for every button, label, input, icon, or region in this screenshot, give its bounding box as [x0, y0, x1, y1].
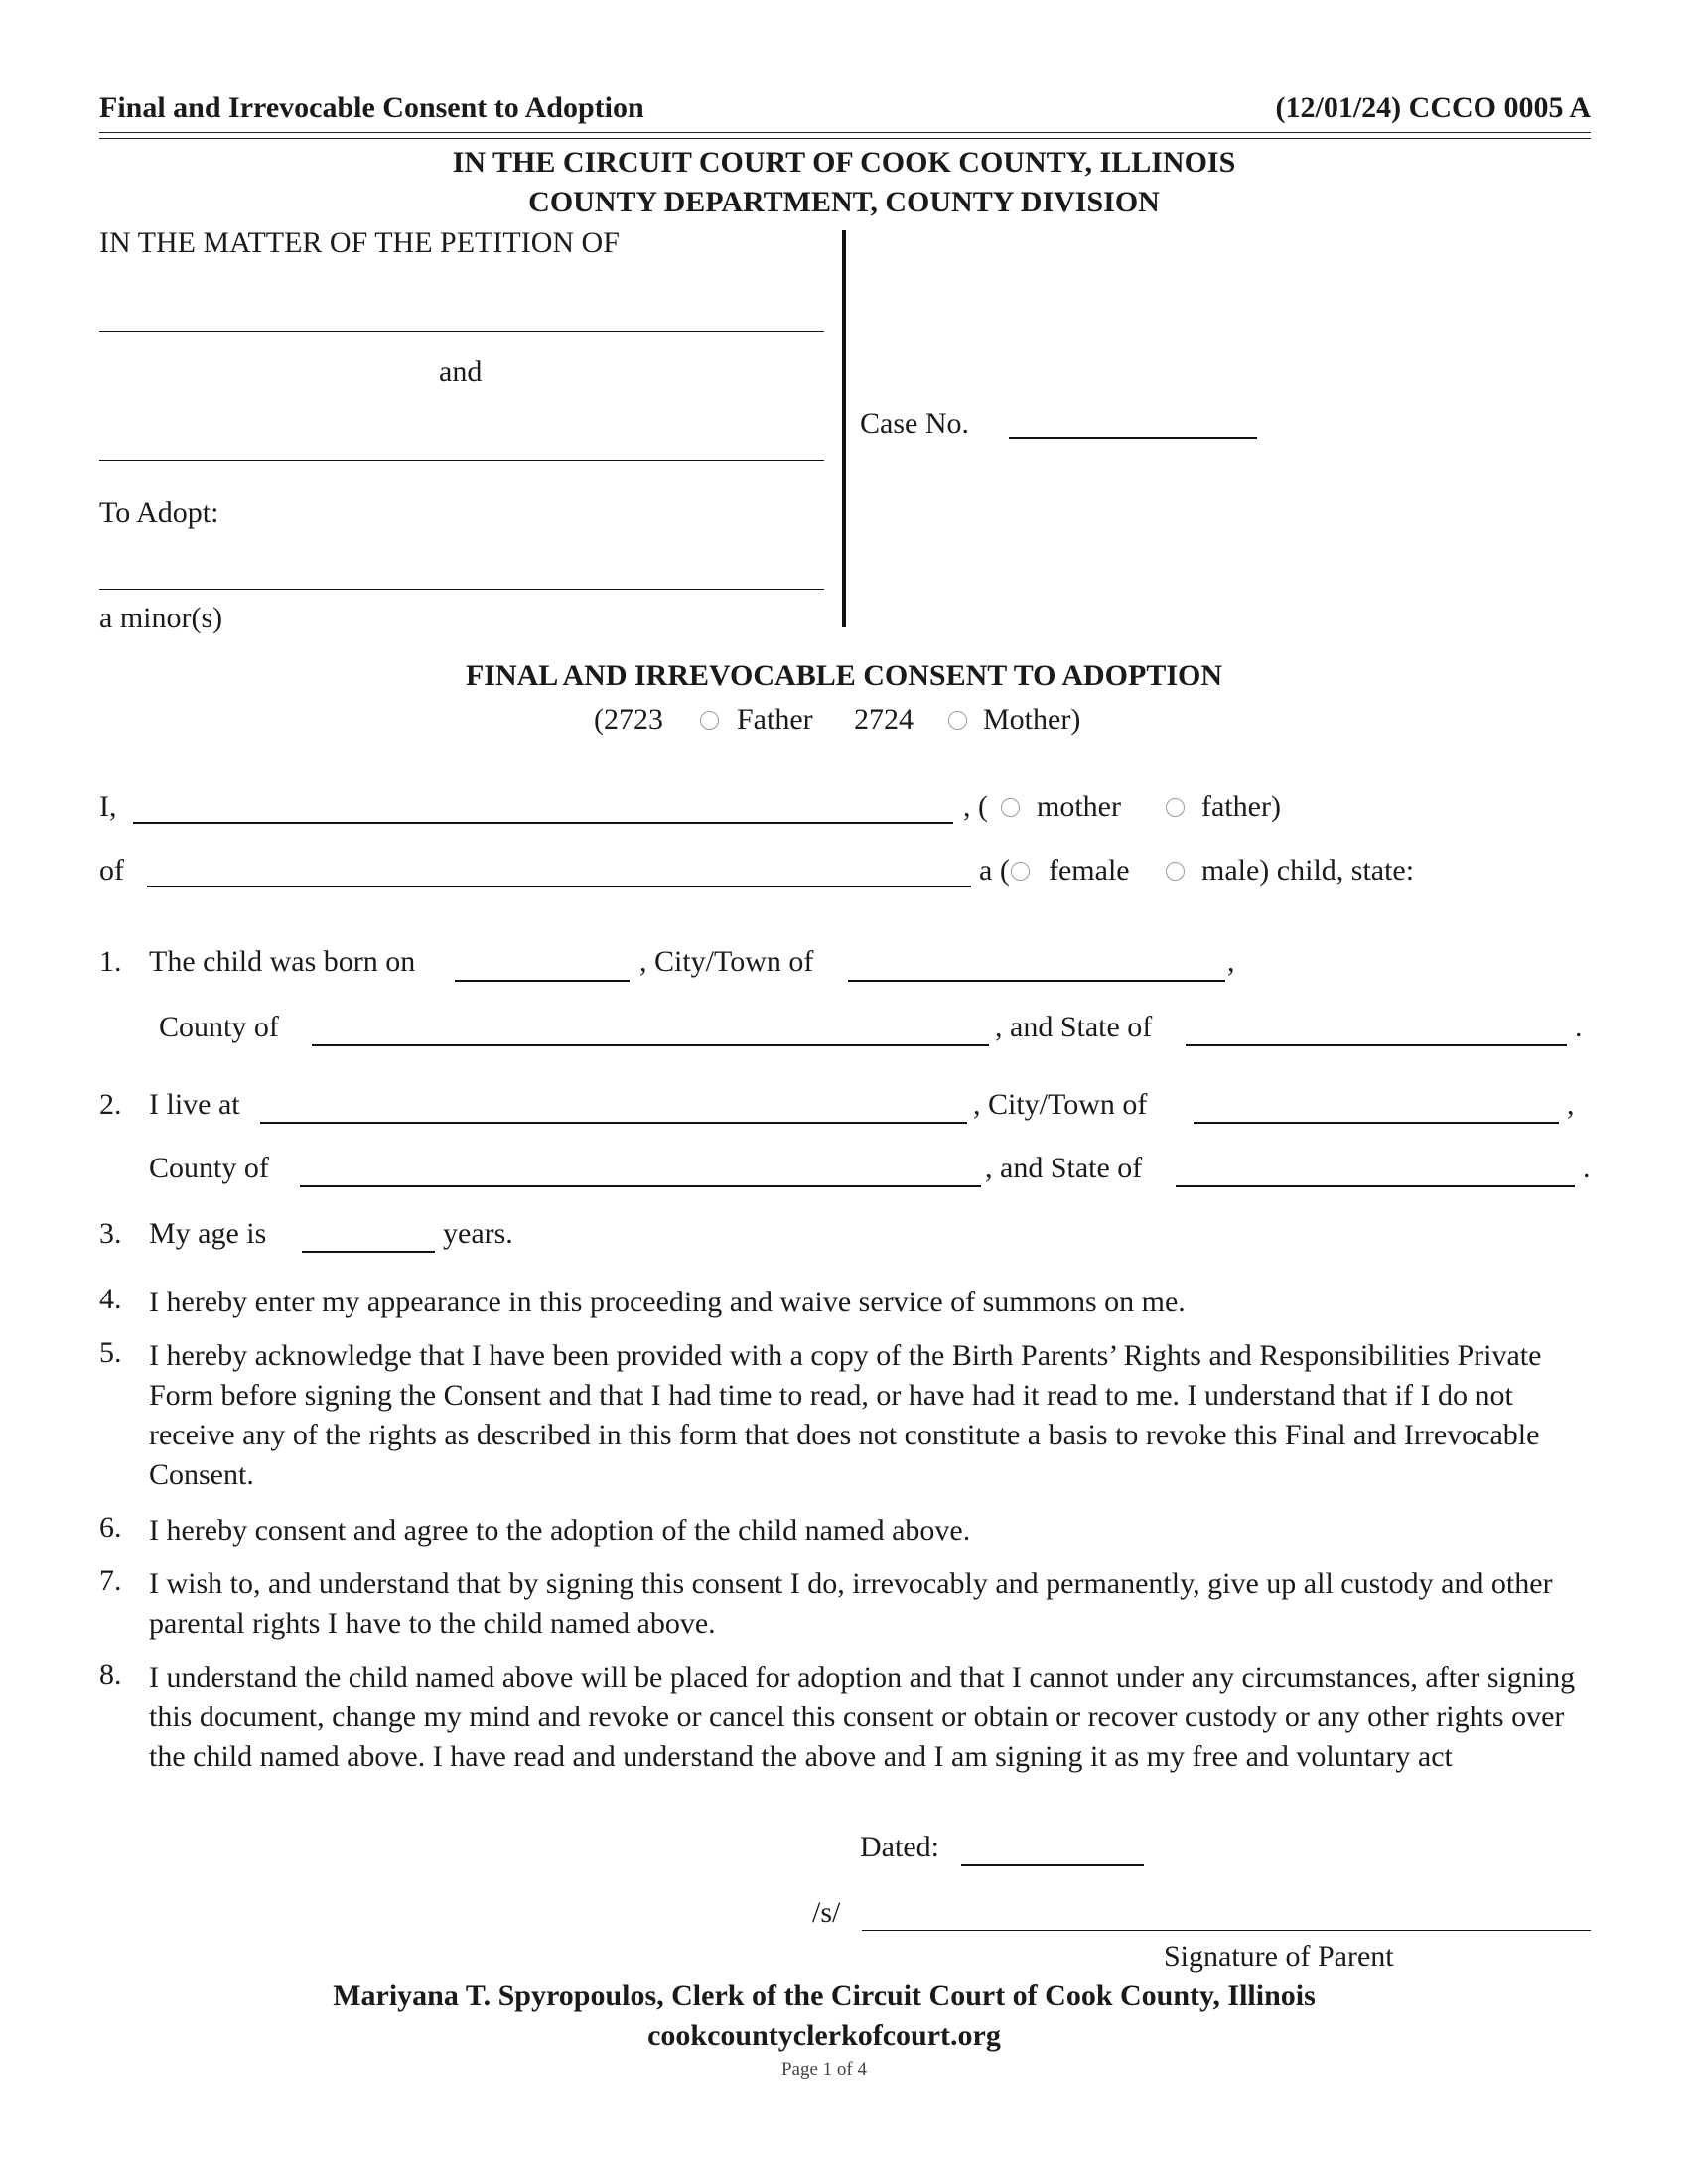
petitioner2-line[interactable]	[99, 460, 824, 461]
birth-city-label: , City/Town of	[639, 945, 814, 978]
header-rule-bottom	[99, 138, 1591, 139]
parent-name-line[interactable]	[133, 822, 953, 824]
birth-period: .	[1575, 1011, 1583, 1043]
i-label: I,	[99, 790, 117, 823]
dated-line[interactable]	[961, 1864, 1144, 1866]
of-label: of	[99, 854, 124, 887]
item-1-number: 1.	[99, 945, 122, 978]
home-city-line[interactable]	[1194, 1122, 1559, 1124]
father-relation-label: father)	[1201, 790, 1281, 823]
birth-state-line[interactable]	[1186, 1044, 1567, 1046]
form-title: Final and Irrevocable Consent to Adoption	[99, 91, 644, 124]
mother-option-label: Mother)	[983, 703, 1081, 736]
item-5-number: 5.	[99, 1336, 122, 1369]
item-8-number: 8.	[99, 1658, 122, 1691]
home-city-label: , City/Town of	[973, 1088, 1148, 1121]
caption-divider	[842, 230, 846, 627]
header-rule-top	[99, 132, 1591, 133]
home-state-label: , and State of	[985, 1152, 1143, 1184]
item-2-number: 2.	[99, 1088, 122, 1121]
item-5-text: I hereby acknowledge that I have been provided with a copy of the Birth Parents’ Rights and Responsibilities Private Form before signing the Consent and that I had time to read, or have had it read to me. I understand that if I do not receive any of the rights as described in this form that does not constitute a basis to revoke this Final and Irrevocable Consent.	[149, 1339, 1542, 1491]
female-label: female	[1049, 854, 1130, 887]
age-line[interactable]	[302, 1251, 435, 1253]
case-no-line[interactable]	[1009, 437, 1257, 439]
item-6-text: I hereby consent and agree to the adoption of the child named above.	[149, 1514, 971, 1547]
birth-county-label: County of	[159, 1011, 279, 1043]
statute-2724: 2724	[854, 703, 914, 736]
court-heading-line2: COUNTY DEPARTMENT, COUNTY DIVISION	[528, 186, 1160, 218]
item-7-number: 7.	[99, 1565, 122, 1597]
court-heading-line1: IN THE CIRCUIT COURT OF COOK COUNTY, ILLINOIS	[452, 146, 1236, 179]
male-radio[interactable]	[1166, 862, 1185, 881]
address-line[interactable]	[260, 1122, 967, 1124]
item-8-text: I understand the child named above will be placed for adoption and that I cannot under any circumstances, after signing this document, change my mind and revoke or cancel this consent or obtain or recover custody or any other rights over the child named above. I have read and understand the above and I am signing it as my free and voluntary act	[149, 1661, 1576, 1773]
child-name-line[interactable]	[147, 886, 971, 887]
male-child-label: male) child, state:	[1201, 854, 1415, 887]
dated-label: Dated:	[860, 1831, 939, 1863]
mother-relation-radio[interactable]	[1001, 798, 1020, 817]
minor-line[interactable]	[99, 589, 824, 590]
item-3-number: 3.	[99, 1217, 122, 1250]
matter-label: IN THE MATTER OF THE PETITION OF	[99, 226, 620, 259]
statute-2723: (2723	[594, 703, 663, 736]
father-relation-radio[interactable]	[1166, 798, 1185, 817]
born-label: The child was born on	[149, 945, 416, 978]
clerk-line: Mariyana T. Spyropoulos, Clerk of the Circuit Court of Cook County, Illinois	[333, 1979, 1316, 2012]
minor-label: a minor(s)	[99, 602, 223, 634]
consent-title: FINAL AND IRREVOCABLE CONSENT TO ADOPTION	[465, 659, 1223, 692]
birth-state-label: , and State of	[995, 1011, 1153, 1043]
item-6-number: 6.	[99, 1511, 122, 1544]
form-code: (12/01/24) CCCO 0005 A	[1275, 91, 1591, 124]
signature-label: Signature of Parent	[1164, 1940, 1394, 1973]
age-label: My age is	[149, 1217, 267, 1250]
home-period: .	[1583, 1152, 1591, 1184]
birth-city-comma: ,	[1227, 945, 1235, 978]
item-7-text: I wish to, and understand that by signing this consent I do, irrevocably and permanently, give up all custody and other parental rights I have to the child named above.	[149, 1568, 1553, 1640]
birth-date-line[interactable]	[455, 980, 630, 982]
item-4-text: I hereby enter my appearance in this proceeding and waive service of summons on me.	[149, 1286, 1186, 1318]
birth-county-line[interactable]	[312, 1044, 989, 1046]
mother-relation-label: mother	[1037, 790, 1121, 823]
to-adopt-label: To Adopt:	[99, 496, 219, 529]
home-county-label: County of	[149, 1152, 269, 1184]
item-4-number: 4.	[99, 1283, 122, 1315]
signature-line[interactable]	[862, 1930, 1591, 1931]
comma-paren: , (	[963, 790, 988, 823]
father-option-label: Father	[737, 703, 813, 736]
home-state-line[interactable]	[1176, 1185, 1575, 1187]
s-label: /s/	[812, 1896, 841, 1929]
female-radio[interactable]	[1011, 862, 1030, 881]
years-label: years.	[443, 1217, 513, 1250]
mother-radio[interactable]	[948, 711, 967, 730]
and-label: and	[439, 355, 483, 388]
home-county-line[interactable]	[300, 1185, 981, 1187]
birth-city-line[interactable]	[848, 980, 1225, 982]
website: cookcountyclerkofcourt.org	[647, 2019, 1001, 2052]
page-number: Page 1 of 4	[780, 2059, 867, 2080]
father-radio[interactable]	[700, 711, 719, 730]
petitioner1-line[interactable]	[99, 331, 824, 332]
home-city-comma: ,	[1567, 1088, 1575, 1121]
live-label: I live at	[149, 1088, 240, 1121]
case-no-label: Case No.	[860, 407, 969, 440]
a-paren: a (	[979, 854, 1010, 887]
